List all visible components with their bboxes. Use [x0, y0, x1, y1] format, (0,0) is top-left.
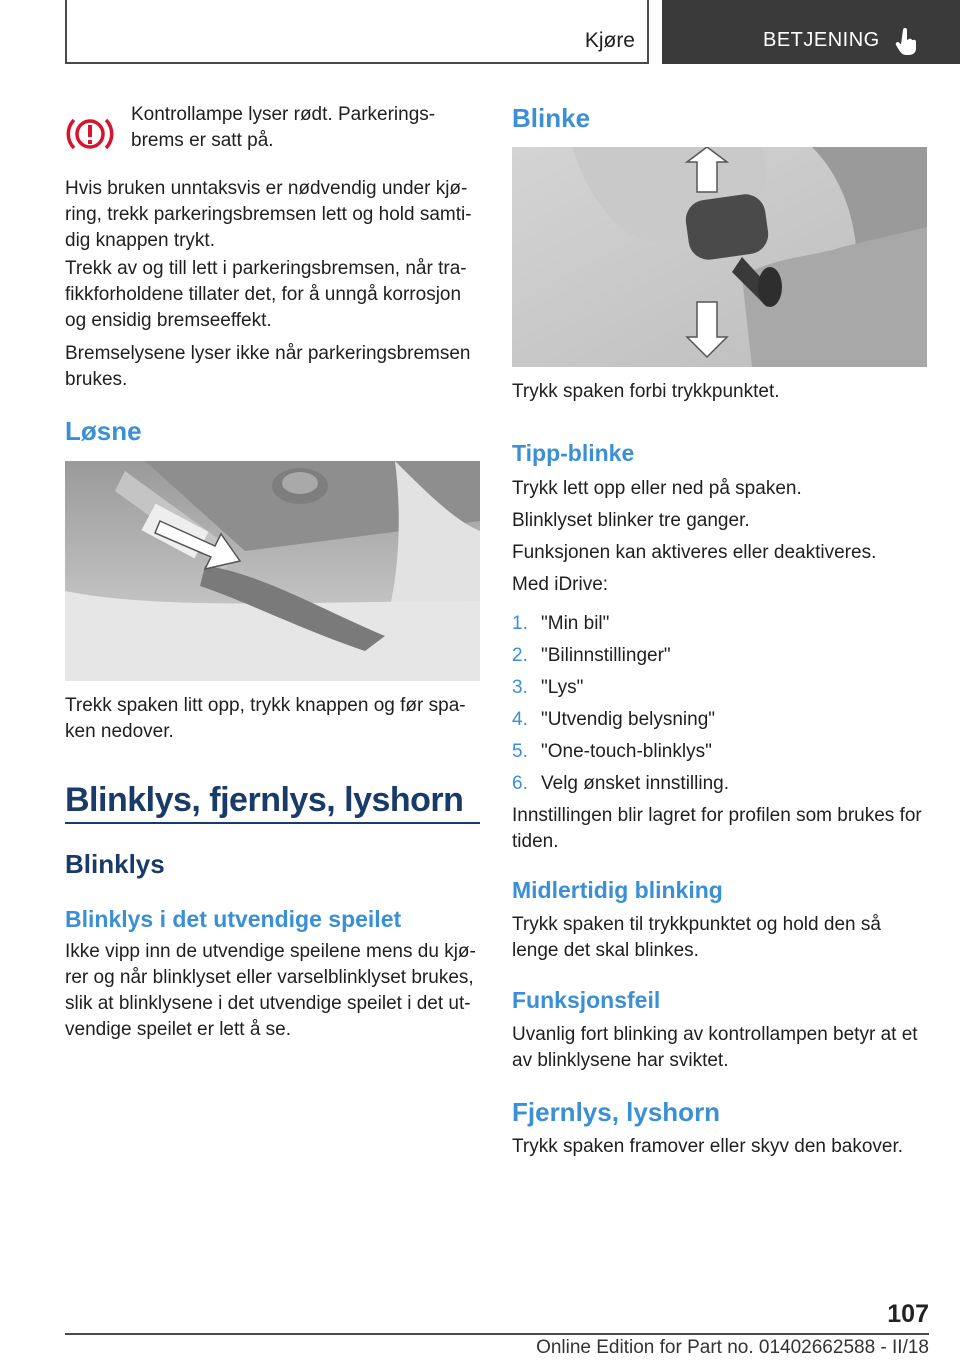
- page-number: 107: [887, 1300, 929, 1328]
- heading-speilet: Blinklys i det utvendige speilet: [65, 906, 402, 932]
- step-text: "Utvendig belysning": [541, 709, 716, 730]
- parking-brake-image: [65, 461, 480, 681]
- header-section-label: Kjøre: [584, 29, 635, 52]
- step-number: 4.: [512, 709, 528, 730]
- paragraph: Uvanlig fort blinking av kontrollampen betyr at et av blinklysene har sviktet.: [512, 1024, 918, 1071]
- step-number: 6.: [512, 773, 528, 794]
- parking-brake-warning-icon: [66, 114, 114, 154]
- step-number: 2.: [512, 645, 528, 666]
- heading-tipp-blinke: Tipp-blinke: [512, 440, 635, 466]
- paragraph: Blinklyset blinker tre ganger.: [512, 510, 750, 531]
- step-text: "Min bil": [541, 613, 610, 634]
- paragraph: Trykk spaken til trykkpunktet og hold den så lenge det skal blinkes.: [512, 914, 881, 961]
- header-chapter-label: BETJENING: [763, 29, 880, 51]
- pointing-hand-icon: [895, 28, 919, 56]
- paragraph: Med iDrive:: [512, 574, 609, 595]
- heading-fjernlys: Fjernlys, lyshorn: [512, 1097, 721, 1127]
- paragraph: Hvis bruken unntaksvis er nødvendig under kjø- ring, trekk parkeringsbremsen lett og hold samti- dig knappen trykt.: [65, 178, 472, 251]
- heading-losne: Løsne: [65, 416, 142, 446]
- section-divider: [65, 822, 480, 824]
- warning-text: Kontrollampe lyser rødt. Parkerings- brems er satt på.: [131, 104, 436, 151]
- header-chapter-tab: [662, 0, 960, 64]
- paragraph: Trekk av og till lett i parkeringsbremsen, når tra- fikkforholdene tillater det, for å unngå korrosjon og ensidig bremseeffekt.: [65, 258, 467, 331]
- step-number: 1.: [512, 613, 528, 634]
- paragraph: Innstillingen blir lagret for profilen som brukes for tiden.: [512, 805, 922, 852]
- footer-divider: [65, 1333, 929, 1335]
- header-section-tab: [65, 0, 649, 64]
- heading-midlertidig: Midlertidig blinking: [512, 877, 723, 903]
- image-caption: Trykk spaken forbi trykkpunktet.: [512, 381, 780, 402]
- paragraph: Trykk spaken framover eller skyv den bakover.: [512, 1136, 904, 1157]
- edition-text: Online Edition for Part no. 01402662588 - II/18: [536, 1337, 929, 1358]
- heading-blinklys: Blinklys: [65, 849, 165, 879]
- step-text: Velg ønsket innstilling.: [541, 773, 729, 794]
- step-number: 5.: [512, 741, 528, 762]
- paragraph: Trykk lett opp eller ned på spaken.: [512, 478, 802, 499]
- step-text: "Lys": [541, 677, 584, 698]
- heading-funksjonsfeil: Funksjonsfeil: [512, 987, 661, 1013]
- step-number: 3.: [512, 677, 528, 698]
- step-text: "One-touch-blinklys": [541, 741, 712, 762]
- step-text: "Bilinnstillinger": [541, 645, 671, 666]
- section-heading: Blinklys, fjernlys, lyshorn: [65, 781, 464, 819]
- heading-blinke: Blinke: [512, 103, 591, 133]
- paragraph: Ikke vipp inn de utvendige speilene mens du kjø- rer og når blinklyset eller varselblinklyset brukes, slik at blinklysene i det utvendige speilet i det ut- vendige speilet er lett å se.: [65, 941, 476, 1040]
- image-caption: Trekk spaken litt opp, trykk knappen og før spa- ken nedover.: [65, 695, 466, 742]
- turn-signal-lever-image: [512, 147, 927, 367]
- paragraph: Bremselysene lyser ikke når parkeringsbremsen brukes.: [65, 343, 471, 390]
- paragraph: Funksjonen kan aktiveres eller deaktiveres.: [512, 542, 877, 563]
